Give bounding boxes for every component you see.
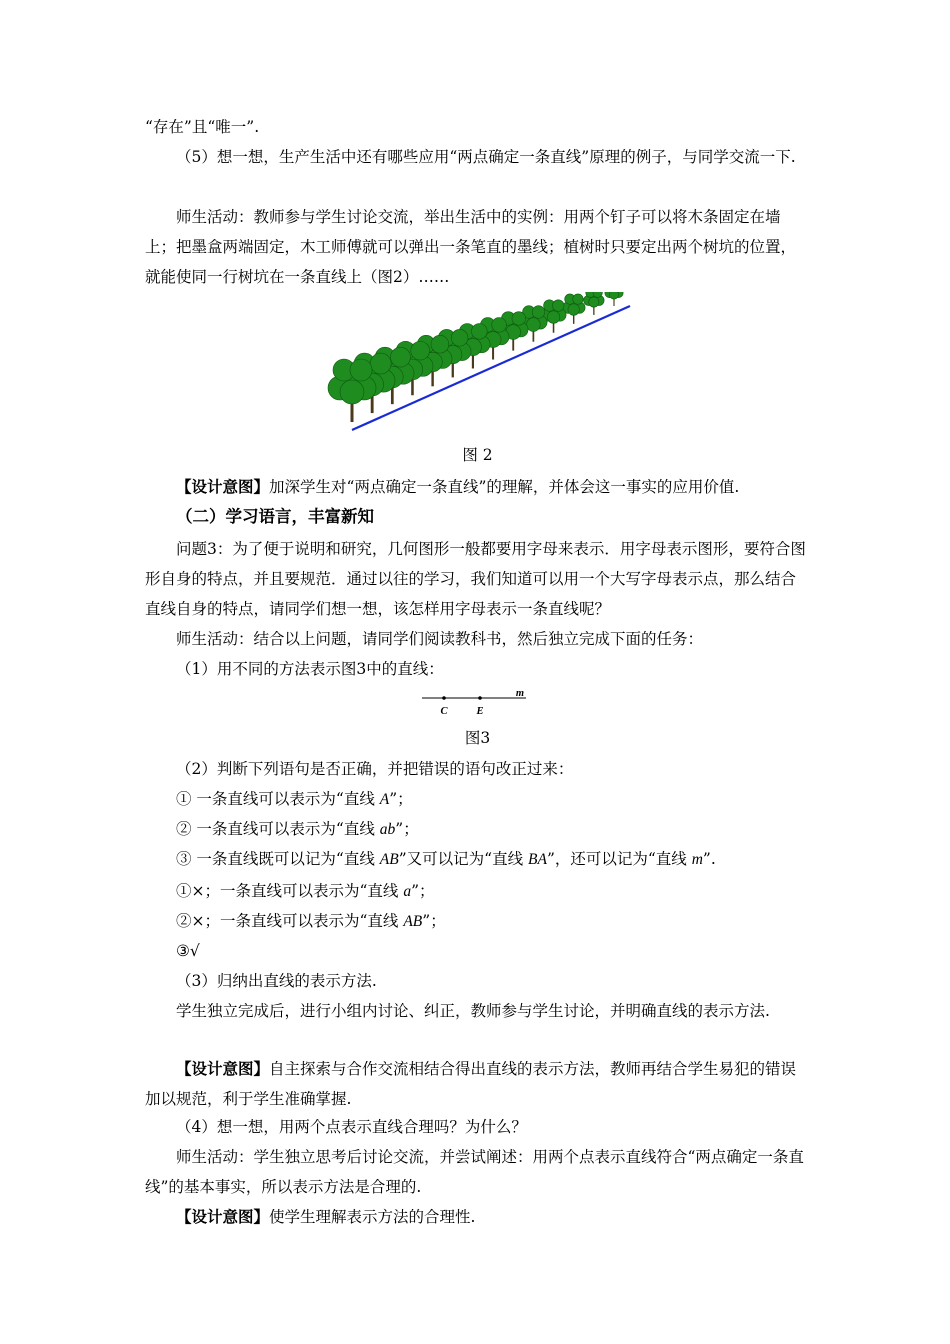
- section-heading: （二）学习语言，丰富新知: [176, 507, 374, 526]
- tree: [584, 292, 605, 315]
- answer-2-end: ”；: [422, 912, 446, 930]
- paragraph-activity-examples: 师生活动：教师参与学生讨论交流，举出生活中的实例：用两个钉子可以将木条固定在墙上；把墨盒两端固定，木工师傅就可以弹出一条笔直的墨线；植树时只要定出两个树坑的位置，就能使同一行树坑在一条直线上（图2）……: [145, 208, 797, 286]
- point-c-dot: [442, 696, 446, 700]
- design-intent-1-text: 加深学生对“两点确定一条直线”的理解，并体会这一事实的应用价值.: [269, 478, 740, 496]
- tree: [605, 292, 623, 306]
- statement-3-var-2: BA: [528, 851, 547, 868]
- statement-3: [145, 844, 810, 875]
- paragraph-question-5: （5）想一想，生产生活中还有哪些应用“两点确定一条直线”原理的例子，与同学交流一下.: [176, 148, 796, 166]
- statement-1-text: ① 一条直线可以表示为“直线: [176, 790, 380, 808]
- design-intent-2-text: 自主探索与合作交流相结合得出直线的表示方法，教师再结合学生易犯的错误加以规范，利于学生准确掌握.: [145, 1060, 797, 1108]
- statement-1: [145, 784, 810, 815]
- figure-3-caption: 图3: [464, 729, 491, 747]
- statement-3-var-3: m: [691, 851, 703, 868]
- task-4: （4）想一想，用两个点表示直线合理吗？为什么？: [176, 1118, 527, 1136]
- answer-1-text: ①×；一条直线可以表示为“直线: [176, 882, 404, 900]
- answer-2-var: AB: [403, 913, 423, 930]
- task-3: （3）归纳出直线的表示方法.: [176, 972, 377, 990]
- figure-2-trees: [318, 292, 634, 434]
- answer-1: [145, 876, 810, 907]
- line-m-label: m: [515, 688, 525, 699]
- paragraph-existence-uniqueness: “存在”且“唯一”.: [145, 118, 260, 136]
- answer-1-end: ”；: [411, 882, 435, 900]
- tree: [328, 359, 376, 422]
- design-intent-2-tag: 【设计意图】: [176, 1059, 270, 1078]
- design-intent-1: [176, 472, 816, 502]
- task-2: （2）判断下列语句是否正确，并把错误的语句改正过来：: [176, 760, 574, 778]
- answer-2-text: ②×；一条直线可以表示为“直线: [176, 912, 404, 930]
- design-intent-3: [145, 1202, 810, 1232]
- point-c-label: C: [440, 706, 448, 717]
- statement-3-text-c: ”，还可以记为“直线: [546, 850, 692, 868]
- statement-3-text-a: ③ 一条直线既可以记为“直线: [176, 850, 380, 868]
- answer-1-var: a: [403, 883, 412, 900]
- statement-1-var: A: [379, 791, 390, 808]
- statement-3-text-b: ”又可以记为“直线: [398, 850, 528, 868]
- point-e-label: E: [476, 706, 484, 717]
- design-intent-3-text: 使学生理解表示方法的合理性.: [269, 1208, 476, 1226]
- answer-3: ③√: [176, 942, 200, 960]
- figure-3-line: [420, 688, 532, 718]
- figure-2-caption: 图 2: [462, 446, 493, 464]
- paragraph-question-3: 问题3：为了便于说明和研究，几何图形一般都要用字母来表示．用字母表示图形，要符合图形自身的特点，并且要规范．通过以往的学习，我们知道可以用一个大写字母表示点，那么结合直线自身的特点，请同学们想一想，该怎样用字母表示一条直线呢？: [145, 540, 806, 618]
- statement-2-end: ”；: [395, 820, 419, 838]
- paragraph-discussion: 学生独立完成后，进行小组内讨论、纠正，教师参与学生讨论，并明确直线的表示方法.: [176, 1002, 770, 1020]
- design-intent-3-tag: 【设计意图】: [176, 1207, 270, 1226]
- design-intent-2: [145, 1054, 810, 1114]
- point-e-dot: [478, 696, 482, 700]
- statement-2-var: ab: [379, 821, 396, 838]
- statement-3-text-d: ”.: [702, 850, 716, 868]
- tree: [562, 294, 585, 324]
- statement-1-end: ”；: [389, 790, 413, 808]
- task-1: （1）用不同的方法表示图3中的直线：: [176, 660, 444, 678]
- statement-2: [145, 814, 810, 845]
- design-intent-1-tag: 【设计意图】: [176, 477, 270, 496]
- paragraph-activity-reading: 师生活动：结合以上问题，请同学们阅读教科书，然后独立完成下面的任务：: [176, 630, 704, 648]
- statement-2-text: ② 一条直线可以表示为“直线: [176, 820, 380, 838]
- tree-row: [328, 292, 623, 422]
- answer-2: [145, 906, 810, 937]
- paragraph-activity-reasoning: 师生活动：学生独立思考后讨论交流，并尝试阐述：用两个点表示直线符合“两点确定一条直线”的基本事实，所以表示方法是合理的.: [145, 1148, 804, 1196]
- statement-3-var-1: AB: [379, 851, 399, 868]
